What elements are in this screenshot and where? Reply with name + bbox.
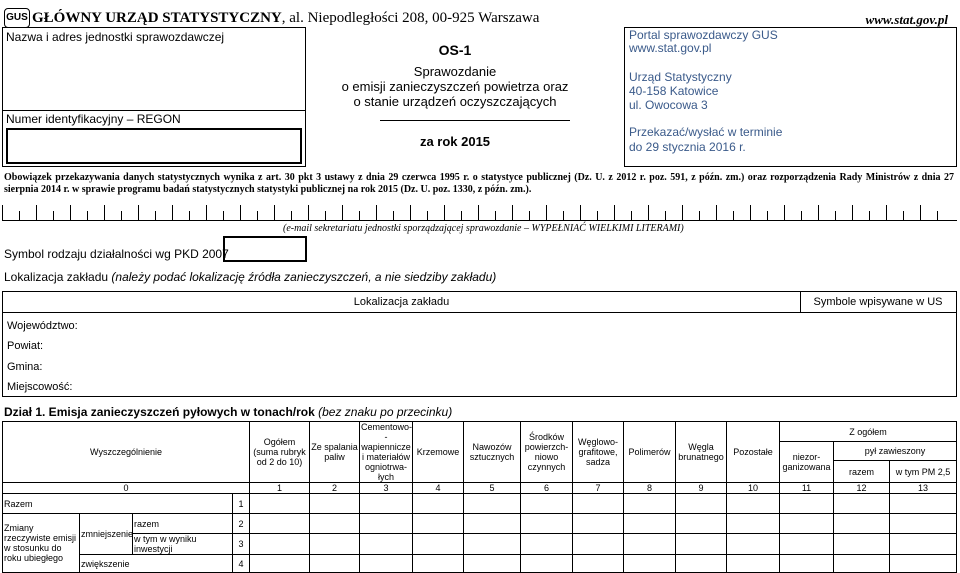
- header-suspended: pył zawieszony: [834, 442, 957, 461]
- regon-field[interactable]: [6, 128, 302, 164]
- header-label: Wyszczególnienie: [3, 422, 250, 483]
- email-char-cell[interactable]: [138, 205, 155, 221]
- email-char-cell[interactable]: [886, 205, 903, 221]
- data-cell[interactable]: [360, 534, 413, 555]
- header-unorganized: niezor-ganizowana: [780, 442, 834, 483]
- data-cell[interactable]: [250, 514, 310, 534]
- data-cell[interactable]: [890, 534, 957, 555]
- data-cell[interactable]: [250, 494, 310, 514]
- data-cell[interactable]: [521, 534, 573, 555]
- data-cell[interactable]: [727, 514, 780, 534]
- email-char-cell[interactable]: [767, 211, 784, 221]
- submission-box: [624, 27, 957, 167]
- header-cement: Cementowo--wapiennicze i materiałów ogniotrwa-łych: [361, 422, 413, 482]
- data-cell[interactable]: [676, 534, 727, 555]
- gus-logo: [4, 8, 30, 28]
- col-symbols: Symbole wpisywane w US: [813, 296, 943, 308]
- email-char-cell[interactable]: [614, 205, 631, 221]
- colnum-2: 2: [310, 483, 360, 494]
- email-char-cell[interactable]: [903, 211, 920, 221]
- logo-text: GUS: [6, 12, 28, 23]
- data-cell[interactable]: [573, 555, 624, 573]
- portal-label: Portal sprawozdawczy GUS: [629, 28, 778, 42]
- section1-note: (bez znaku po przecinku): [318, 405, 453, 419]
- data-cell[interactable]: [780, 534, 834, 555]
- colnum-1: 1: [250, 483, 310, 494]
- email-char-cell[interactable]: [342, 205, 359, 221]
- header-silicon: Krzemowe: [413, 422, 464, 483]
- data-cell[interactable]: [310, 494, 360, 514]
- email-char-cell[interactable]: [121, 211, 138, 221]
- row-locality[interactable]: Miejscowość:: [7, 381, 73, 393]
- email-char-cell[interactable]: [53, 211, 70, 221]
- email-char-cell[interactable]: [495, 211, 512, 221]
- colnum-6: 6: [521, 483, 573, 494]
- colnum-11: 11: [780, 483, 834, 494]
- office-name: Urząd Statystyczny: [629, 70, 732, 84]
- row-invest-label: w tym w wyniku inwestycji: [133, 534, 233, 555]
- data-cell[interactable]: [250, 534, 310, 555]
- section1-title: Dział 1. Emisja zanieczyszczeń pyłowych w tonach/rok: [4, 405, 315, 419]
- header-carbon: Węglowo-grafitowe, sadza: [573, 422, 624, 483]
- email-char-cell[interactable]: [478, 205, 495, 221]
- table-row: [3, 555, 957, 573]
- data-cell[interactable]: [464, 534, 521, 555]
- form-title-3: o stanie urządzeń oczyszczających: [353, 94, 557, 109]
- email-char-cell[interactable]: [308, 205, 325, 221]
- data-cell[interactable]: [310, 534, 360, 555]
- data-cell[interactable]: [360, 494, 413, 514]
- section1-heading: [4, 405, 452, 419]
- email-char-cell[interactable]: [19, 211, 36, 221]
- colnum-5: 5: [464, 483, 521, 494]
- header-pm: w tym PM 2,5: [890, 461, 957, 483]
- row-commune[interactable]: Gmina:: [7, 361, 43, 373]
- data-cell[interactable]: [250, 555, 310, 573]
- email-char-cell[interactable]: [2, 205, 19, 221]
- data-cell[interactable]: [360, 514, 413, 534]
- data-cell[interactable]: [573, 534, 624, 555]
- email-char-cell[interactable]: [512, 205, 529, 221]
- email-char-cell[interactable]: [172, 205, 189, 221]
- email-char-cell[interactable]: [750, 205, 767, 221]
- email-char-cell[interactable]: [546, 205, 563, 221]
- row-increase-label: zwiększenie: [80, 555, 233, 573]
- email-char-cell[interactable]: [70, 205, 87, 221]
- location-note: (należy podać lokalizację źródła zanieczyszczeń, a nie siedziby zakładu): [111, 270, 497, 284]
- header-fuel: Ze spalania paliw: [310, 422, 360, 483]
- portal-url[interactable]: www.stat.gov.pl: [629, 41, 712, 55]
- data-cell[interactable]: [624, 555, 676, 573]
- email-char-cell[interactable]: [393, 211, 410, 221]
- data-cell[interactable]: [360, 555, 413, 573]
- data-cell[interactable]: [727, 494, 780, 514]
- email-char-cell[interactable]: [801, 211, 818, 221]
- row-county[interactable]: Powiat:: [7, 340, 44, 352]
- email-char-cell[interactable]: [852, 205, 869, 221]
- colnum-9: 9: [676, 483, 727, 494]
- data-cell[interactable]: [890, 514, 957, 534]
- header-other: Pozostałe: [727, 422, 780, 483]
- header-polymer: Polimerów: [624, 422, 676, 483]
- email-char-cell[interactable]: [444, 205, 461, 221]
- data-cell[interactable]: [624, 514, 676, 534]
- email-char-cell[interactable]: [937, 211, 954, 221]
- email-char-cell[interactable]: [648, 205, 665, 221]
- email-char-cell[interactable]: [818, 205, 835, 221]
- row-total-num: 1: [233, 494, 250, 514]
- office-address: , al. Niepodległości 208, 00-925 Warszawa: [281, 10, 540, 26]
- colnum-7: 7: [573, 483, 624, 494]
- email-char-cell[interactable]: [920, 205, 937, 221]
- table-row: [3, 534, 957, 555]
- email-char-cell[interactable]: [206, 205, 223, 221]
- form-year: za rok 2015: [419, 134, 491, 149]
- row-voivodeship[interactable]: Województwo:: [7, 320, 78, 332]
- office-header: [32, 10, 539, 27]
- form-title-2: o emisji zanieczyszczeń powietrza oraz: [341, 79, 569, 94]
- email-caption: (e-mail sekretariatu jednostki sporządzającej sprawozdanie – WYPEŁNIAĆ WIELKIMI LITERAMI): [283, 223, 684, 234]
- email-char-cell[interactable]: [631, 211, 648, 221]
- data-cell[interactable]: [676, 494, 727, 514]
- location-heading: [4, 270, 496, 284]
- email-char-cell[interactable]: [682, 205, 699, 221]
- email-char-cell[interactable]: [291, 211, 308, 221]
- email-char-cell[interactable]: [835, 211, 852, 221]
- header-surfactants: Środków powierzch-niowo czynnych: [521, 422, 573, 483]
- col-location: Lokalizacja zakładu: [353, 296, 450, 308]
- email-char-cell[interactable]: [155, 211, 172, 221]
- email-char-cell[interactable]: [104, 205, 121, 221]
- data-cell[interactable]: [573, 514, 624, 534]
- header-group: Z ogółem: [780, 422, 957, 442]
- row-sum-num: 2: [233, 514, 250, 534]
- deadline-label: Przekazać/wysłać w terminie: [629, 125, 783, 139]
- reporting-unit-box: [2, 27, 306, 167]
- data-cell[interactable]: [890, 494, 957, 514]
- email-char-cell[interactable]: [699, 211, 716, 221]
- header-fertilizer: Nawozów sztucznych: [464, 422, 521, 483]
- data-cell[interactable]: [676, 555, 727, 573]
- data-cell[interactable]: [413, 494, 464, 514]
- data-cell[interactable]: [521, 555, 573, 573]
- data-cell[interactable]: [413, 534, 464, 555]
- location-title: Lokalizacja zakładu: [4, 270, 109, 284]
- header-total: Ogółem (suma rubryk od 2 do 10): [250, 422, 310, 483]
- email-char-cell[interactable]: [36, 205, 53, 221]
- data-cell[interactable]: [624, 534, 676, 555]
- email-char-cell[interactable]: [427, 211, 444, 221]
- row-decrease-label: zmniejszenie: [80, 514, 133, 555]
- row-sum-label: razem: [133, 514, 233, 534]
- row-increase-num: 4: [233, 555, 250, 573]
- data-cell[interactable]: [464, 514, 521, 534]
- colnum-13: 13: [890, 483, 957, 494]
- data-cell[interactable]: [624, 494, 676, 514]
- column-number-row: [3, 483, 957, 494]
- office-city: 40-158 Katowice: [629, 84, 719, 98]
- location-table: [2, 291, 957, 397]
- emission-table: [2, 421, 957, 573]
- data-cell[interactable]: [464, 494, 521, 514]
- email-char-cell[interactable]: [87, 211, 104, 221]
- colnum-3: 3: [360, 483, 413, 494]
- pkd-field[interactable]: [223, 236, 307, 262]
- data-cell[interactable]: [413, 555, 464, 573]
- email-char-cell[interactable]: [359, 211, 376, 221]
- email-char-cell[interactable]: [223, 211, 240, 221]
- email-char-cell[interactable]: [580, 205, 597, 221]
- colnum-0: 0: [3, 483, 250, 494]
- data-cell[interactable]: [676, 514, 727, 534]
- data-cell[interactable]: [464, 555, 521, 573]
- data-cell[interactable]: [834, 514, 890, 534]
- data-cell[interactable]: [834, 555, 890, 573]
- email-char-cell[interactable]: [274, 205, 291, 221]
- data-cell[interactable]: [780, 555, 834, 573]
- email-char-cell[interactable]: [325, 211, 342, 221]
- email-char-cell[interactable]: [189, 211, 206, 221]
- pkd-label: Symbol rodzaju działalności wg PKD 2007: [4, 247, 229, 261]
- colnum-12: 12: [834, 483, 890, 494]
- email-char-cell[interactable]: [257, 211, 274, 221]
- office-street: ul. Owocowa 3: [629, 98, 708, 112]
- table-row: [3, 494, 957, 514]
- header-sum: razem: [834, 461, 890, 483]
- regon-label: Numer identyfikacyjny – REGON: [6, 112, 181, 126]
- email-char-cell[interactable]: [461, 211, 478, 221]
- email-char-cell[interactable]: [597, 211, 614, 221]
- email-char-cell[interactable]: [665, 211, 682, 221]
- data-cell[interactable]: [573, 494, 624, 514]
- form-title-block: [320, 42, 590, 109]
- data-cell[interactable]: [780, 494, 834, 514]
- data-cell[interactable]: [780, 514, 834, 534]
- row-invest-num: 3: [233, 534, 250, 555]
- data-cell[interactable]: [727, 534, 780, 555]
- email-char-cell[interactable]: [869, 211, 886, 221]
- email-char-cell[interactable]: [716, 205, 733, 221]
- email-char-cell[interactable]: [240, 205, 257, 221]
- email-char-cell[interactable]: [733, 211, 750, 221]
- data-cell[interactable]: [834, 494, 890, 514]
- email-char-cell[interactable]: [563, 211, 580, 221]
- data-cell[interactable]: [310, 514, 360, 534]
- office-title: GŁÓWNY URZĄD STATYSTYCZNY: [32, 10, 282, 26]
- data-cell[interactable]: [521, 514, 573, 534]
- data-cell[interactable]: [413, 514, 464, 534]
- data-cell[interactable]: [521, 494, 573, 514]
- data-cell[interactable]: [310, 555, 360, 573]
- data-cell[interactable]: [727, 555, 780, 573]
- email-char-cell[interactable]: [376, 205, 393, 221]
- data-cell[interactable]: [834, 534, 890, 555]
- table-row: [3, 514, 957, 534]
- email-char-cell[interactable]: [529, 211, 546, 221]
- header-coal: Węgla brunatnego: [676, 422, 727, 483]
- legal-notice: Obowiązek przekazywania danych statystycznych wynika z art. 30 pkt 3 ustawy z dnia 29 czerwca 1995 r. o statystyce publicznej (Dz. U. z 2012 r. poz. 591, z późn. zm.) oraz rozporządzenia Rady Ministrów z dnia 27 sierpnia 2014 r. w sprawie programu badań statystycznych statystyki publicznej na rok 2015 (Dz. U. poz. 1330, z późn. zm.).: [4, 172, 954, 195]
- deadline-date: do 29 stycznia 2016 r.: [629, 140, 746, 154]
- row-changes-label: Zmiany rzeczywiste emisji w stosunku do roku ubiegłego: [3, 514, 80, 573]
- data-cell[interactable]: [890, 555, 957, 573]
- email-char-cell[interactable]: [410, 205, 427, 221]
- colnum-10: 10: [727, 483, 780, 494]
- website[interactable]: www.stat.gov.pl: [865, 12, 948, 27]
- colnum-8: 8: [624, 483, 676, 494]
- form-title-1: Sprawozdanie: [413, 64, 497, 79]
- email-char-cell[interactable]: [784, 205, 801, 221]
- form-code: OS-1: [438, 42, 472, 58]
- unit-name-label: Nazwa i adres jednostki sprawozdawczej: [6, 30, 225, 44]
- colnum-4: 4: [413, 483, 464, 494]
- row-total-label: Razem: [3, 494, 233, 514]
